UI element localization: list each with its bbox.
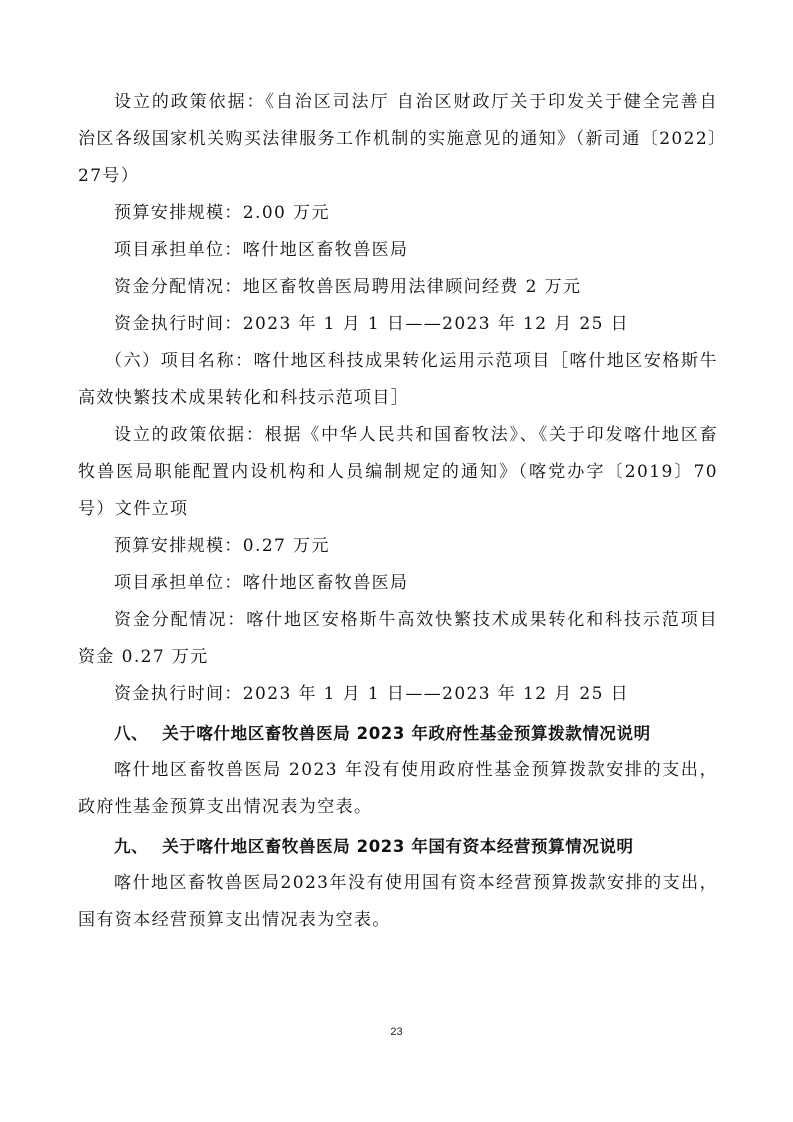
section-8-title: 关于喀什地区畜牧兽医局 2023 年政府性基金预算拨款情况说明 <box>162 724 651 743</box>
fund-allocation-line: 资金分配情况：地区畜牧兽医局聘用法律顾问经费 2 万元 <box>114 277 582 297</box>
section-9-body: 喀什地区畜牧兽医局2023年没有使用国有资本经营预算拨款安排的支出，国有资本经营预算支出情况表为空表。 <box>78 873 718 930</box>
budget-scale-line-2: 预算安排规模：0.27 万元 <box>114 536 330 556</box>
section-8-heading <box>114 715 651 752</box>
section-8-number: 八、 <box>114 724 149 743</box>
project-name-paragraph: （六）项目名称：喀什地区科技成果转化运用示范项目［喀什地区安格斯牛高效快繁技术成果转化和科技示范项目］ <box>78 351 718 408</box>
section-8-body: 喀什地区畜牧兽医局 2023 年没有使用政府性基金预算拨款安排的支出，政府性基金预算支出情况表为空表。 <box>78 760 718 817</box>
execution-time-line-2: 资金执行时间：2023 年 1 月 1 日——2023 年 12 月 25 日 <box>114 684 630 704</box>
execution-time-line: 资金执行时间：2023 年 1 月 1 日——2023 年 12 月 25 日 <box>114 314 630 334</box>
section-9-number: 九、 <box>114 837 149 856</box>
section-9-heading <box>114 828 634 865</box>
responsible-unit-line: 项目承担单位：喀什地区畜牧兽医局 <box>114 240 409 260</box>
responsible-unit-line-2: 项目承担单位：喀什地区畜牧兽医局 <box>114 573 409 593</box>
policy-basis-paragraph-2: 设立的政策依据：根据《中华人民共和国畜牧法》、《关于印发喀什地区畜牧兽医局职能配置内设机构和人员编制规定的通知》（喀党办字〔2019〕70号）文件立项 <box>78 425 718 519</box>
fund-allocation-paragraph-2: 资金分配情况：喀什地区安格斯牛高效快繁技术成果转化和科技示范项目资金 0.27 万元 <box>78 610 718 667</box>
budget-scale-line: 预算安排规模：2.00 万元 <box>114 203 330 223</box>
page-number: 23 <box>390 1026 403 1038</box>
section-9-title: 关于喀什地区畜牧兽医局 2023 年国有资本经营预算情况说明 <box>162 837 634 856</box>
policy-basis-paragraph: 设立的政策依据：《自治区司法厅 自治区财政厅关于印发关于健全完善自治区各级国家机关购买法律服务工作机制的实施意见的通知》（新司通〔2022〕27号） <box>78 92 718 186</box>
